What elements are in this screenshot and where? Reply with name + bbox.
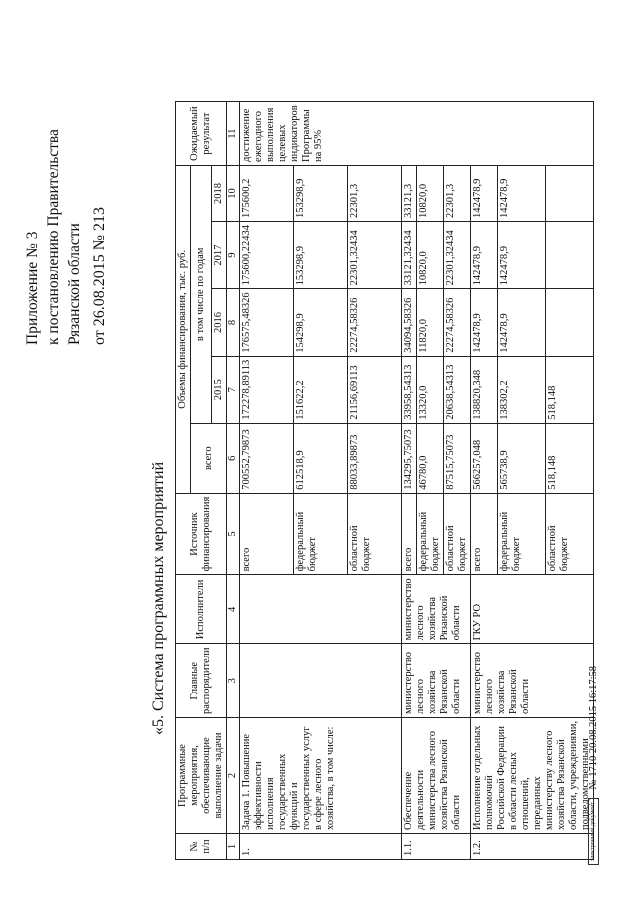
cell-value: 138302,2 [497, 356, 545, 423]
cell-num: 1.1. [402, 834, 471, 860]
colnum: 10 [227, 165, 240, 221]
th-result: Ожидаемый результат [176, 102, 227, 166]
cell-source: федеральный бюджет [497, 493, 545, 575]
cell-value: 518,148 [545, 356, 593, 423]
th-2015: 2015 [212, 356, 227, 423]
colnum: 2 [227, 718, 240, 834]
th-managers: Главные распорядители [176, 644, 227, 718]
cell-value: 151622,2 [294, 356, 348, 423]
cell-value: 612518,9 [294, 423, 348, 493]
measures-table [175, 101, 594, 860]
th-2017: 2017 [212, 221, 227, 288]
cell-measure: Исполнение отдельных полномочий Российской Федерации в области лесных отношений, переданных министерству лесного хозяйства Рязанской области, учреждениями, подведомственными [471, 718, 594, 834]
colnum: 6 [227, 423, 240, 493]
cell-value: 175600,2 [240, 165, 294, 221]
cell-value: 33958,54313 [402, 356, 417, 423]
cell-value: 22301,32434 [348, 221, 402, 288]
cell-value: 21156,69113 [348, 356, 402, 423]
cell-num: 1.2. [471, 834, 594, 860]
cell-executor: ГКУ РО [471, 575, 594, 644]
th-2018: 2018 [212, 165, 227, 221]
cell-value: 565738,9 [497, 423, 545, 493]
appendix-number: Приложение № 3 [24, 231, 41, 345]
th-measures: Программные мероприятия, обеспечивающие выполнение задачи [176, 718, 227, 834]
cell-value: 22301,32434 [444, 221, 471, 288]
th-2016: 2016 [212, 289, 227, 356]
cell-value: 134295,75073 [402, 423, 417, 493]
cell-value: 154298,9 [294, 289, 348, 356]
cell-manager [240, 644, 402, 718]
cell-source: всего [240, 493, 294, 575]
cell-value: 13320,0 [417, 356, 444, 423]
cell-value: 22274,58326 [444, 289, 471, 356]
colnum: 7 [227, 356, 240, 423]
section-title: «5. Система программных мероприятий [150, 461, 167, 735]
cell-measure: Обеспечение деятельности министерства лесного хозяйства Рязанской области [402, 718, 471, 834]
cell-value: 46780,0 [417, 423, 444, 493]
appendix-resolution: к постановлению Правительства [45, 129, 62, 345]
cell-source: федеральный бюджет [294, 493, 348, 575]
appendix-region: Рязанской области [66, 223, 83, 345]
cell-value: 153298,9 [294, 165, 348, 221]
table-row [471, 102, 498, 860]
th-executors: Исполнители [176, 575, 227, 644]
cell-value: 22301,3 [444, 165, 471, 221]
table-row [402, 102, 417, 860]
cell-value: 142478,9 [471, 289, 498, 356]
cell-manager: министерство лесного хозяйства Рязанской области [471, 644, 594, 718]
cell-value [545, 165, 593, 221]
cell-value: 175600,22434 [240, 221, 294, 288]
cell-value: 11820,0 [417, 289, 444, 356]
cell-source: всего [471, 493, 498, 575]
cell-value: 10820,0 [417, 221, 444, 288]
th-source: Источник финансирования [176, 493, 227, 575]
cell-value: 142478,9 [497, 165, 545, 221]
cell-source: областной бюджет [348, 493, 402, 575]
cell-value [545, 289, 593, 356]
cell-source: областной бюджет [545, 493, 593, 575]
appendix-date: от 26.08.2015 № 213 [91, 206, 108, 345]
cell-value [545, 221, 593, 288]
e-document-box: электронный документ [588, 798, 599, 865]
cell-value: 142478,9 [471, 165, 498, 221]
cell-value: 34094,58326 [402, 289, 417, 356]
cell-num: 1. [240, 834, 402, 860]
table-row [240, 102, 294, 860]
cell-value: 87515,75073 [444, 423, 471, 493]
colnum: 8 [227, 289, 240, 356]
colnum: 11 [227, 102, 240, 166]
cell-executor [240, 575, 402, 644]
colnum: 4 [227, 575, 240, 644]
th-funding: Объемы финансирования, тыс. руб. [176, 165, 191, 493]
cell-source: федеральный бюджет [417, 493, 444, 575]
registration-stamp [588, 666, 599, 865]
cell-value: 700552,79873 [240, 423, 294, 493]
cell-value: 142478,9 [497, 221, 545, 288]
cell-value: 153298,9 [294, 221, 348, 288]
cell-value: 518,148 [545, 423, 593, 493]
column-numbers-row [227, 102, 240, 860]
cell-value: 172278,89113 [240, 356, 294, 423]
cell-source: всего [402, 493, 417, 575]
cell-manager: министерство лесного хозяйства Рязанской области [402, 644, 471, 718]
cell-value: 20638,54313 [444, 356, 471, 423]
colnum: 9 [227, 221, 240, 288]
appendix-header [22, 129, 110, 345]
cell-value: 22274,58326 [348, 289, 402, 356]
th-num: № п/п [176, 834, 227, 860]
cell-value: 33121,3 [402, 165, 417, 221]
cell-value: 566257,048 [471, 423, 498, 493]
th-by-year: в том числе по годам [191, 165, 212, 423]
cell-value: 22301,3 [348, 165, 402, 221]
cell-value: 138820,348 [471, 356, 498, 423]
cell-value: 142478,9 [497, 289, 545, 356]
cell-source: областной бюджет [444, 493, 471, 575]
colnum: 3 [227, 644, 240, 718]
cell-value: 33121,32434 [402, 221, 417, 288]
cell-value: 10820,0 [417, 165, 444, 221]
cell-measure: Задача 1. Повышение эффективности исполнения государственных функций и государственных услуг в сфере лесного хозяйства, в том числе: [240, 718, 402, 834]
cell-value: 142478,9 [471, 221, 498, 288]
registration-number: № 1710 20.08.2015 16:17:58 [588, 665, 599, 790]
cell-value: 88033,89873 [348, 423, 402, 493]
th-total: всего [191, 423, 227, 493]
cell-executor: министерство лесного хозяйства Рязанской области [402, 575, 471, 644]
colnum: 5 [227, 493, 240, 575]
cell-result: достижение ежегодного выполнения целевых индикаторов Программы на 95% [240, 102, 594, 166]
colnum: 1 [227, 834, 240, 860]
cell-value: 176575,48326 [240, 289, 294, 356]
